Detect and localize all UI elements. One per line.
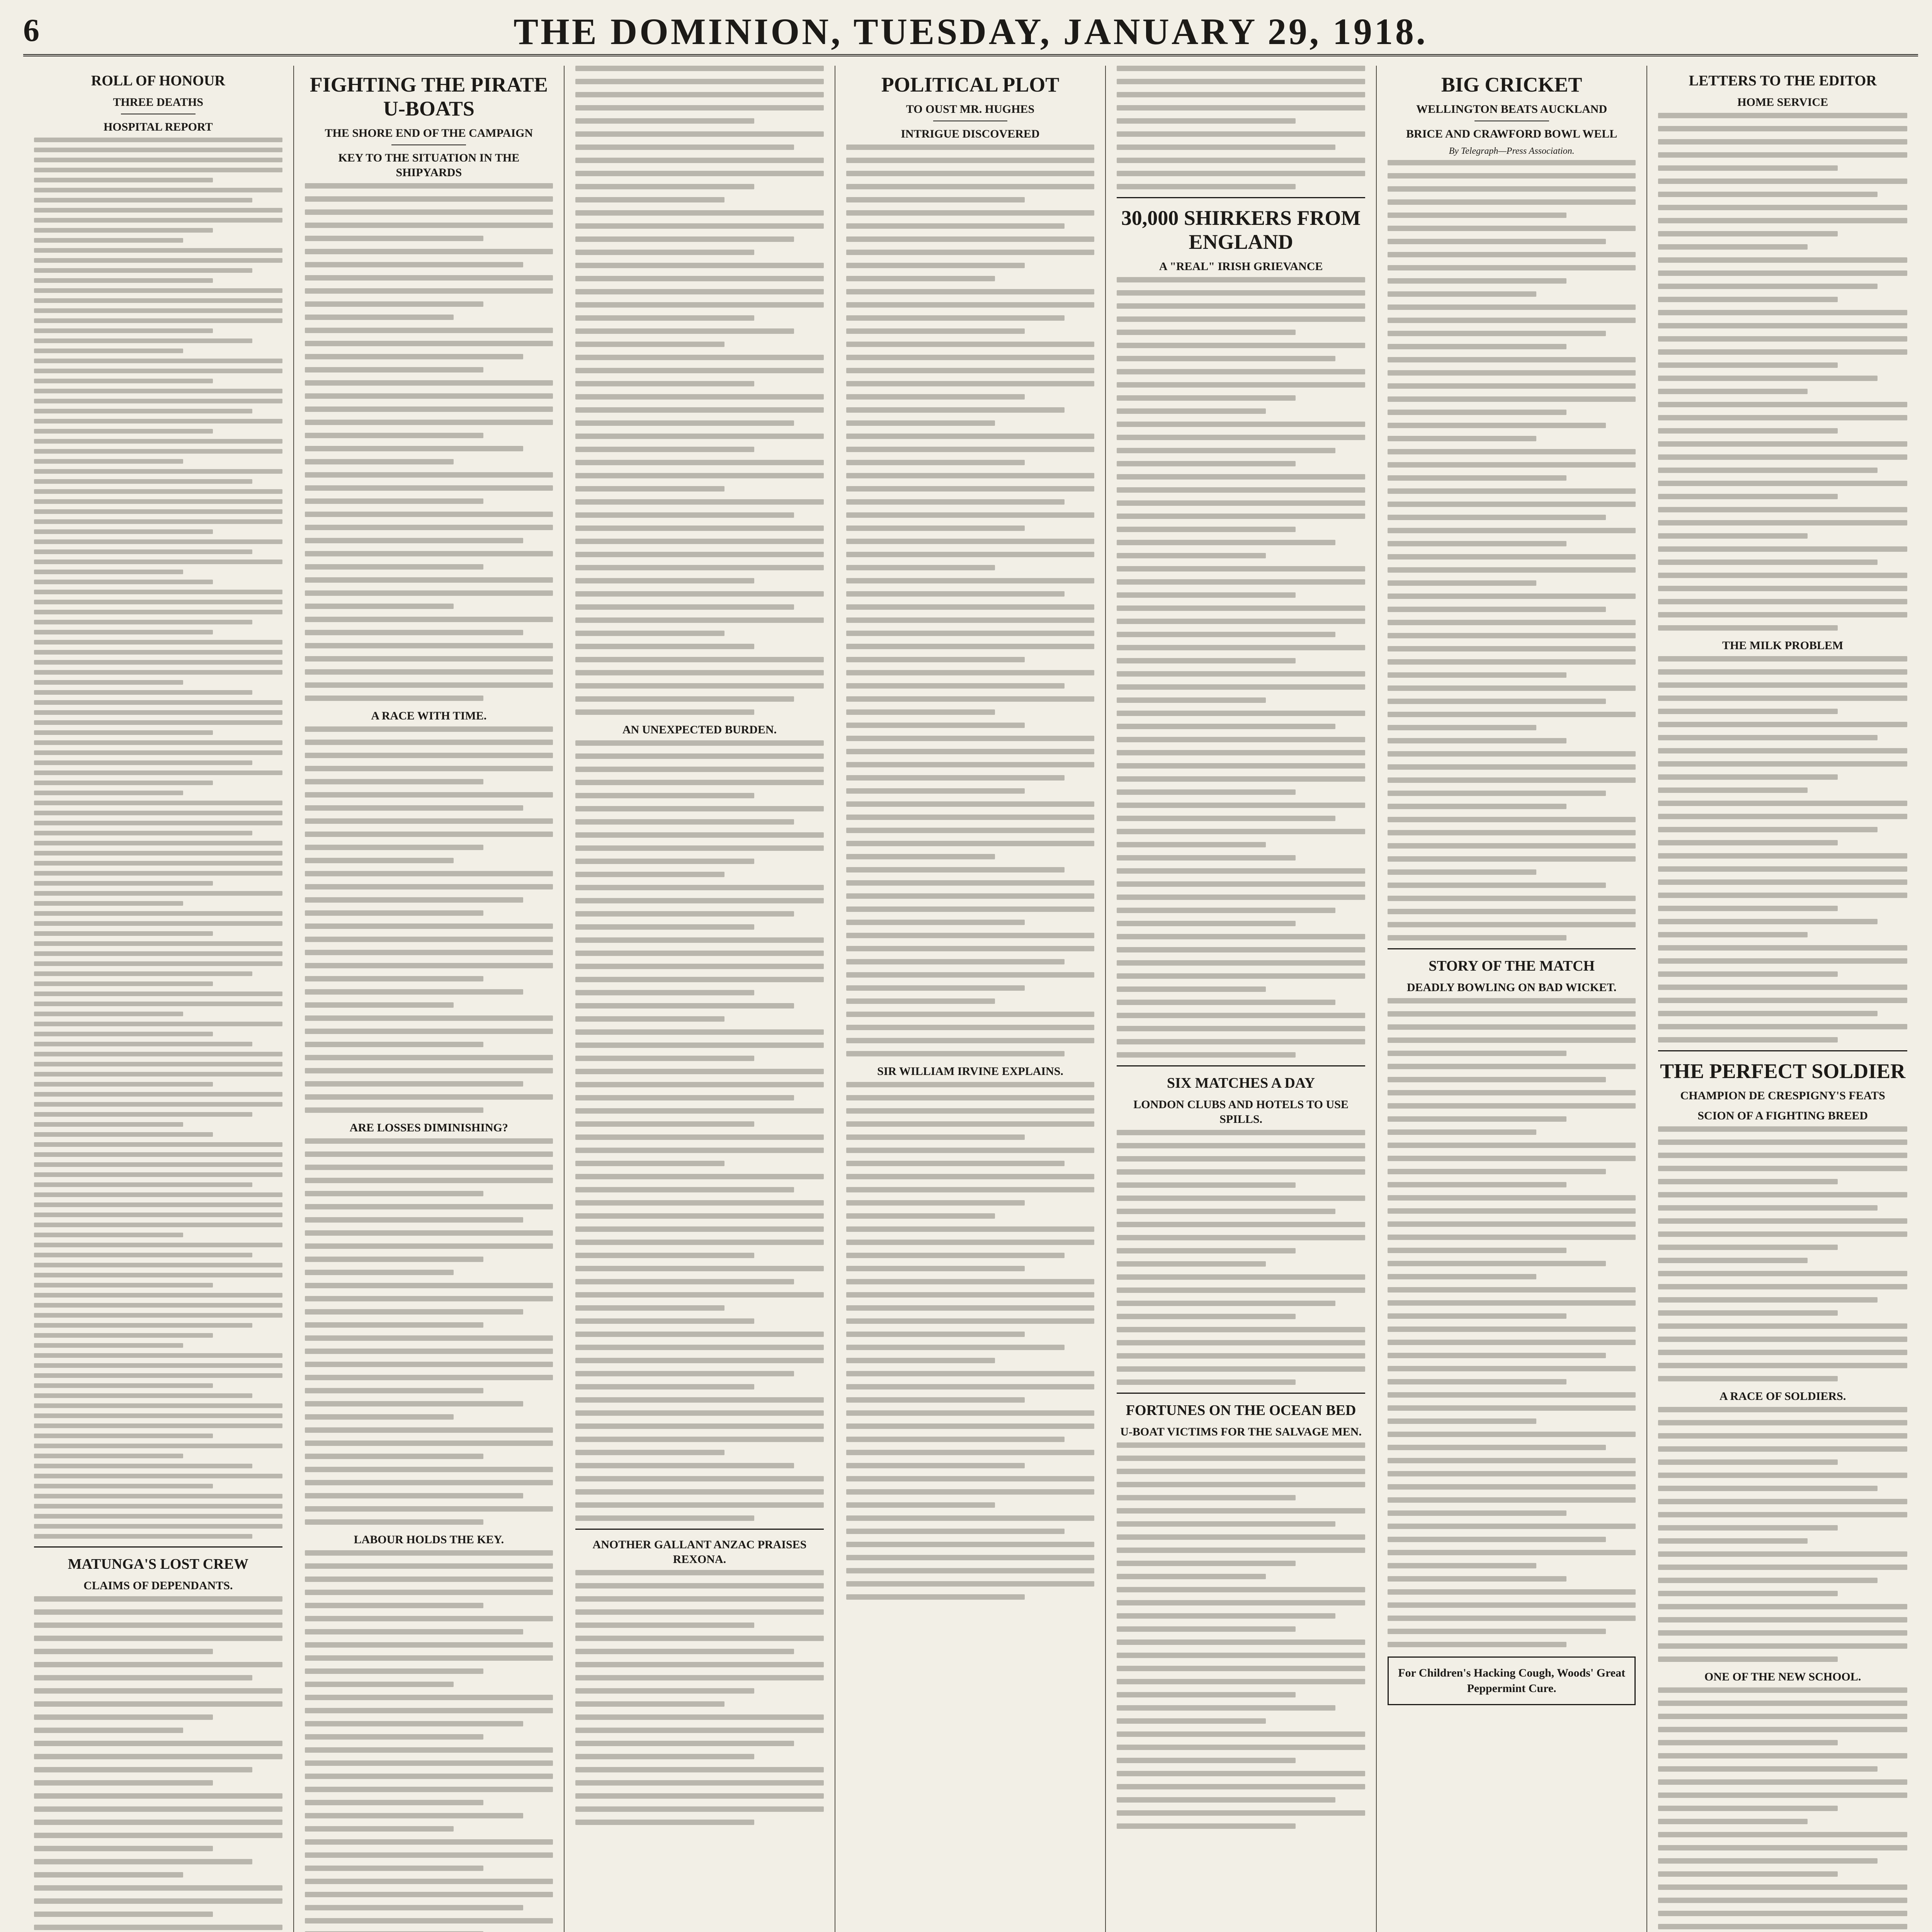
divider xyxy=(34,1546,282,1548)
section-subheading: SIR WILLIAM IRVINE EXPLAINS. xyxy=(877,1065,1063,1078)
column-6 xyxy=(1377,66,1648,1932)
article-subheading: TO OUST MR. HUGHES xyxy=(906,103,1035,116)
divider xyxy=(1117,197,1365,198)
article-heading: SIX MATCHES A DAY xyxy=(1167,1075,1315,1091)
section-subheading: A RACE OF SOLDIERS. xyxy=(1719,1390,1846,1403)
article-body xyxy=(305,726,553,1113)
article-body xyxy=(1117,1130,1365,1385)
article-subheading: THREE DEATHS xyxy=(113,96,204,109)
article-body xyxy=(1658,1126,1907,1381)
column-3 xyxy=(565,66,835,1932)
article-heading: FIGHTING THE PIRATE U-BOATS xyxy=(310,73,548,120)
article-body xyxy=(1117,277,1365,1058)
article-body xyxy=(1117,1442,1365,1829)
article-subheading: A "REAL" IRISH GRIEVANCE xyxy=(1159,260,1323,273)
section-subheading: ARE LOSSES DIMINISHING? xyxy=(349,1121,508,1134)
article-body xyxy=(34,1596,282,1932)
article-heading: POLITICAL PLOT xyxy=(881,73,1060,96)
article-body xyxy=(1117,66,1365,189)
column-7 xyxy=(1647,66,1918,1932)
article-body xyxy=(846,145,1095,1056)
divider xyxy=(1658,1050,1907,1051)
section-subheading: A RACE WITH TIME. xyxy=(371,709,487,722)
article-heading: STORY OF THE MATCH xyxy=(1429,958,1595,974)
article-subheading: WELLINGTON BEATS AUCKLAND xyxy=(1416,103,1607,116)
article-subheading: THE SHORE END OF THE CAMPAIGN xyxy=(325,127,533,139)
article-heading: MATUNGA'S LOST CREW xyxy=(68,1556,248,1572)
article-heading: 30,000 SHIRKERS FROM ENGLAND xyxy=(1121,206,1361,253)
article-heading: BIG CRICKET xyxy=(1441,73,1582,96)
article-subheading: HOME SERVICE xyxy=(1737,96,1828,109)
article-heading: HOSPITAL REPORT xyxy=(103,121,213,133)
article-heading: LETTERS TO THE EDITOR xyxy=(1689,73,1877,89)
article-body xyxy=(575,1570,824,1825)
article-subheading: DEADLY BOWLING ON BAD WICKET. xyxy=(1406,981,1617,994)
article-body xyxy=(305,1550,553,1932)
article-body xyxy=(1658,1407,1907,1662)
article-heading: ROLL OF HONOUR xyxy=(91,73,225,89)
section-subheading: LABOUR HOLDS THE KEY. xyxy=(354,1533,504,1546)
article-body xyxy=(846,1082,1095,1600)
article-subheading: U-BOAT VICTIMS FOR THE SALVAGE MEN. xyxy=(1120,1425,1362,1438)
article-subheading: INTRIGUE DISCOVERED xyxy=(901,128,1040,140)
article-subheading: KEY TO THE SITUATION IN THE SHIPYARDS xyxy=(338,151,520,179)
masthead xyxy=(23,8,1918,56)
article-subheading: CHAMPION DE CRESPIGNY'S FEATS xyxy=(1680,1089,1885,1102)
divider xyxy=(1117,1065,1365,1066)
article-body xyxy=(575,740,824,1521)
section-subheading: ONE OF THE NEW SCHOOL. xyxy=(1704,1670,1861,1683)
article-body xyxy=(1658,656,1907,1043)
article-body xyxy=(1658,113,1907,631)
article-subheading: SCION OF A FIGHTING BREED xyxy=(1697,1109,1868,1122)
article-body xyxy=(1388,998,1636,1647)
article-body xyxy=(305,1138,553,1525)
column-2 xyxy=(294,66,565,1932)
divider xyxy=(1117,1393,1365,1394)
article-subheading: LONDON CLUBS AND HOTELS TO USE SPILLS. xyxy=(1133,1098,1349,1126)
page-columns xyxy=(23,66,1918,1932)
article-body xyxy=(1388,160,1636,940)
column-4 xyxy=(835,66,1106,1932)
advertisement: For Children's Hacking Cough, Woods' Great Peppermint Cure. xyxy=(1388,1656,1636,1705)
article-subheading: THE MILK PROBLEM xyxy=(1722,639,1844,652)
column-5 xyxy=(1106,66,1377,1932)
page-number: 6 xyxy=(23,12,39,48)
divider xyxy=(575,1529,824,1530)
article-heading: THE PERFECT SOLDIER xyxy=(1660,1060,1906,1083)
article-body xyxy=(1658,1687,1907,1932)
divider xyxy=(1388,948,1636,949)
section-subheading: AN UNEXPECTED BURDEN. xyxy=(622,723,777,736)
newspaper-title: THE DOMINION, TUESDAY, JANUARY 29, 1918. xyxy=(514,11,1428,52)
article-subheading: CLAIMS OF DEPENDANTS. xyxy=(83,1579,233,1592)
article-heading: FORTUNES ON THE OCEAN BED xyxy=(1126,1402,1356,1418)
byline: By Telegraph—Press Association. xyxy=(1449,146,1575,156)
column-1 xyxy=(23,66,294,1932)
article-body xyxy=(305,183,553,701)
article-subheading: BRICE AND CRAWFORD BOWL WELL xyxy=(1406,128,1617,140)
article-body xyxy=(34,138,282,1539)
article-heading: ANOTHER GALLANT ANZAC PRAISES REXONA. xyxy=(592,1538,807,1566)
article-body xyxy=(575,66,824,715)
